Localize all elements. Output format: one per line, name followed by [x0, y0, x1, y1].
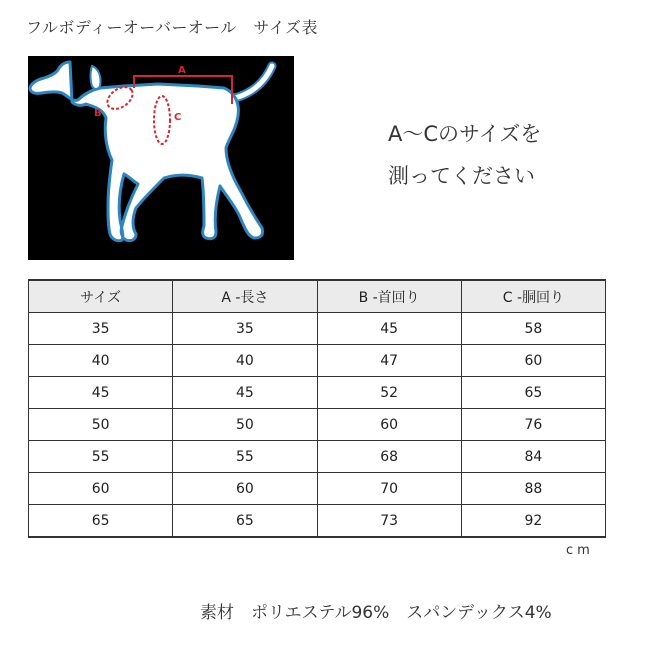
marker-b-label: B — [94, 108, 102, 119]
dog-body-silhouette — [30, 62, 263, 241]
cell-c: 60 — [461, 345, 605, 377]
cell-b: 52 — [317, 377, 461, 409]
cell-b: 73 — [317, 505, 461, 538]
cell-a: 65 — [173, 505, 317, 538]
cell-a: 45 — [173, 377, 317, 409]
measure-instruction — [388, 113, 541, 197]
cell-size: 65 — [29, 505, 173, 538]
table-row — [29, 473, 606, 505]
cell-b: 47 — [317, 345, 461, 377]
size-table-header-row — [29, 280, 606, 313]
cell-a: 35 — [173, 313, 317, 345]
cell-c: 58 — [461, 313, 605, 345]
table-row — [29, 409, 606, 441]
cell-c: 88 — [461, 473, 605, 505]
cell-size: 55 — [29, 441, 173, 473]
page-title: フルボディーオーバーオール サイズ表 — [26, 18, 319, 37]
cell-size: 40 — [29, 345, 173, 377]
dog-ear — [91, 66, 101, 89]
table-row — [29, 345, 606, 377]
table-row — [29, 441, 606, 473]
cell-a: 60 — [173, 473, 317, 505]
cell-size: 45 — [29, 377, 173, 409]
size-table — [28, 279, 606, 538]
table-row — [29, 313, 606, 345]
cell-b: 45 — [317, 313, 461, 345]
header-c-girth: C -胴回り — [461, 280, 605, 313]
table-row — [29, 505, 606, 538]
cell-a: 50 — [173, 409, 317, 441]
dog-measurement-diagram — [28, 56, 294, 260]
marker-a-label: A — [178, 65, 186, 76]
header-a-length: A -長さ — [173, 280, 317, 313]
cell-size: 60 — [29, 473, 173, 505]
cell-size: 50 — [29, 409, 173, 441]
cell-b: 60 — [317, 409, 461, 441]
cell-b: 70 — [317, 473, 461, 505]
unit-label: cm — [566, 543, 594, 558]
marker-c-label: C — [174, 112, 182, 123]
cell-a: 55 — [173, 441, 317, 473]
material-note: 素材 ポリエステル96% スパンデックス4% — [200, 603, 552, 623]
header-b-neck: B -首回り — [317, 280, 461, 313]
cell-c: 65 — [461, 377, 605, 409]
instruction-line-1: A～Cのサイズを — [388, 122, 542, 146]
table-row — [29, 377, 606, 409]
header-size: サイズ — [29, 280, 173, 313]
cell-c: 76 — [461, 409, 605, 441]
instruction-line-2: 測ってください — [388, 164, 535, 188]
cell-size: 35 — [29, 313, 173, 345]
cell-b: 68 — [317, 441, 461, 473]
cell-c: 84 — [461, 441, 605, 473]
cell-a: 40 — [173, 345, 317, 377]
cell-c: 92 — [461, 505, 605, 538]
